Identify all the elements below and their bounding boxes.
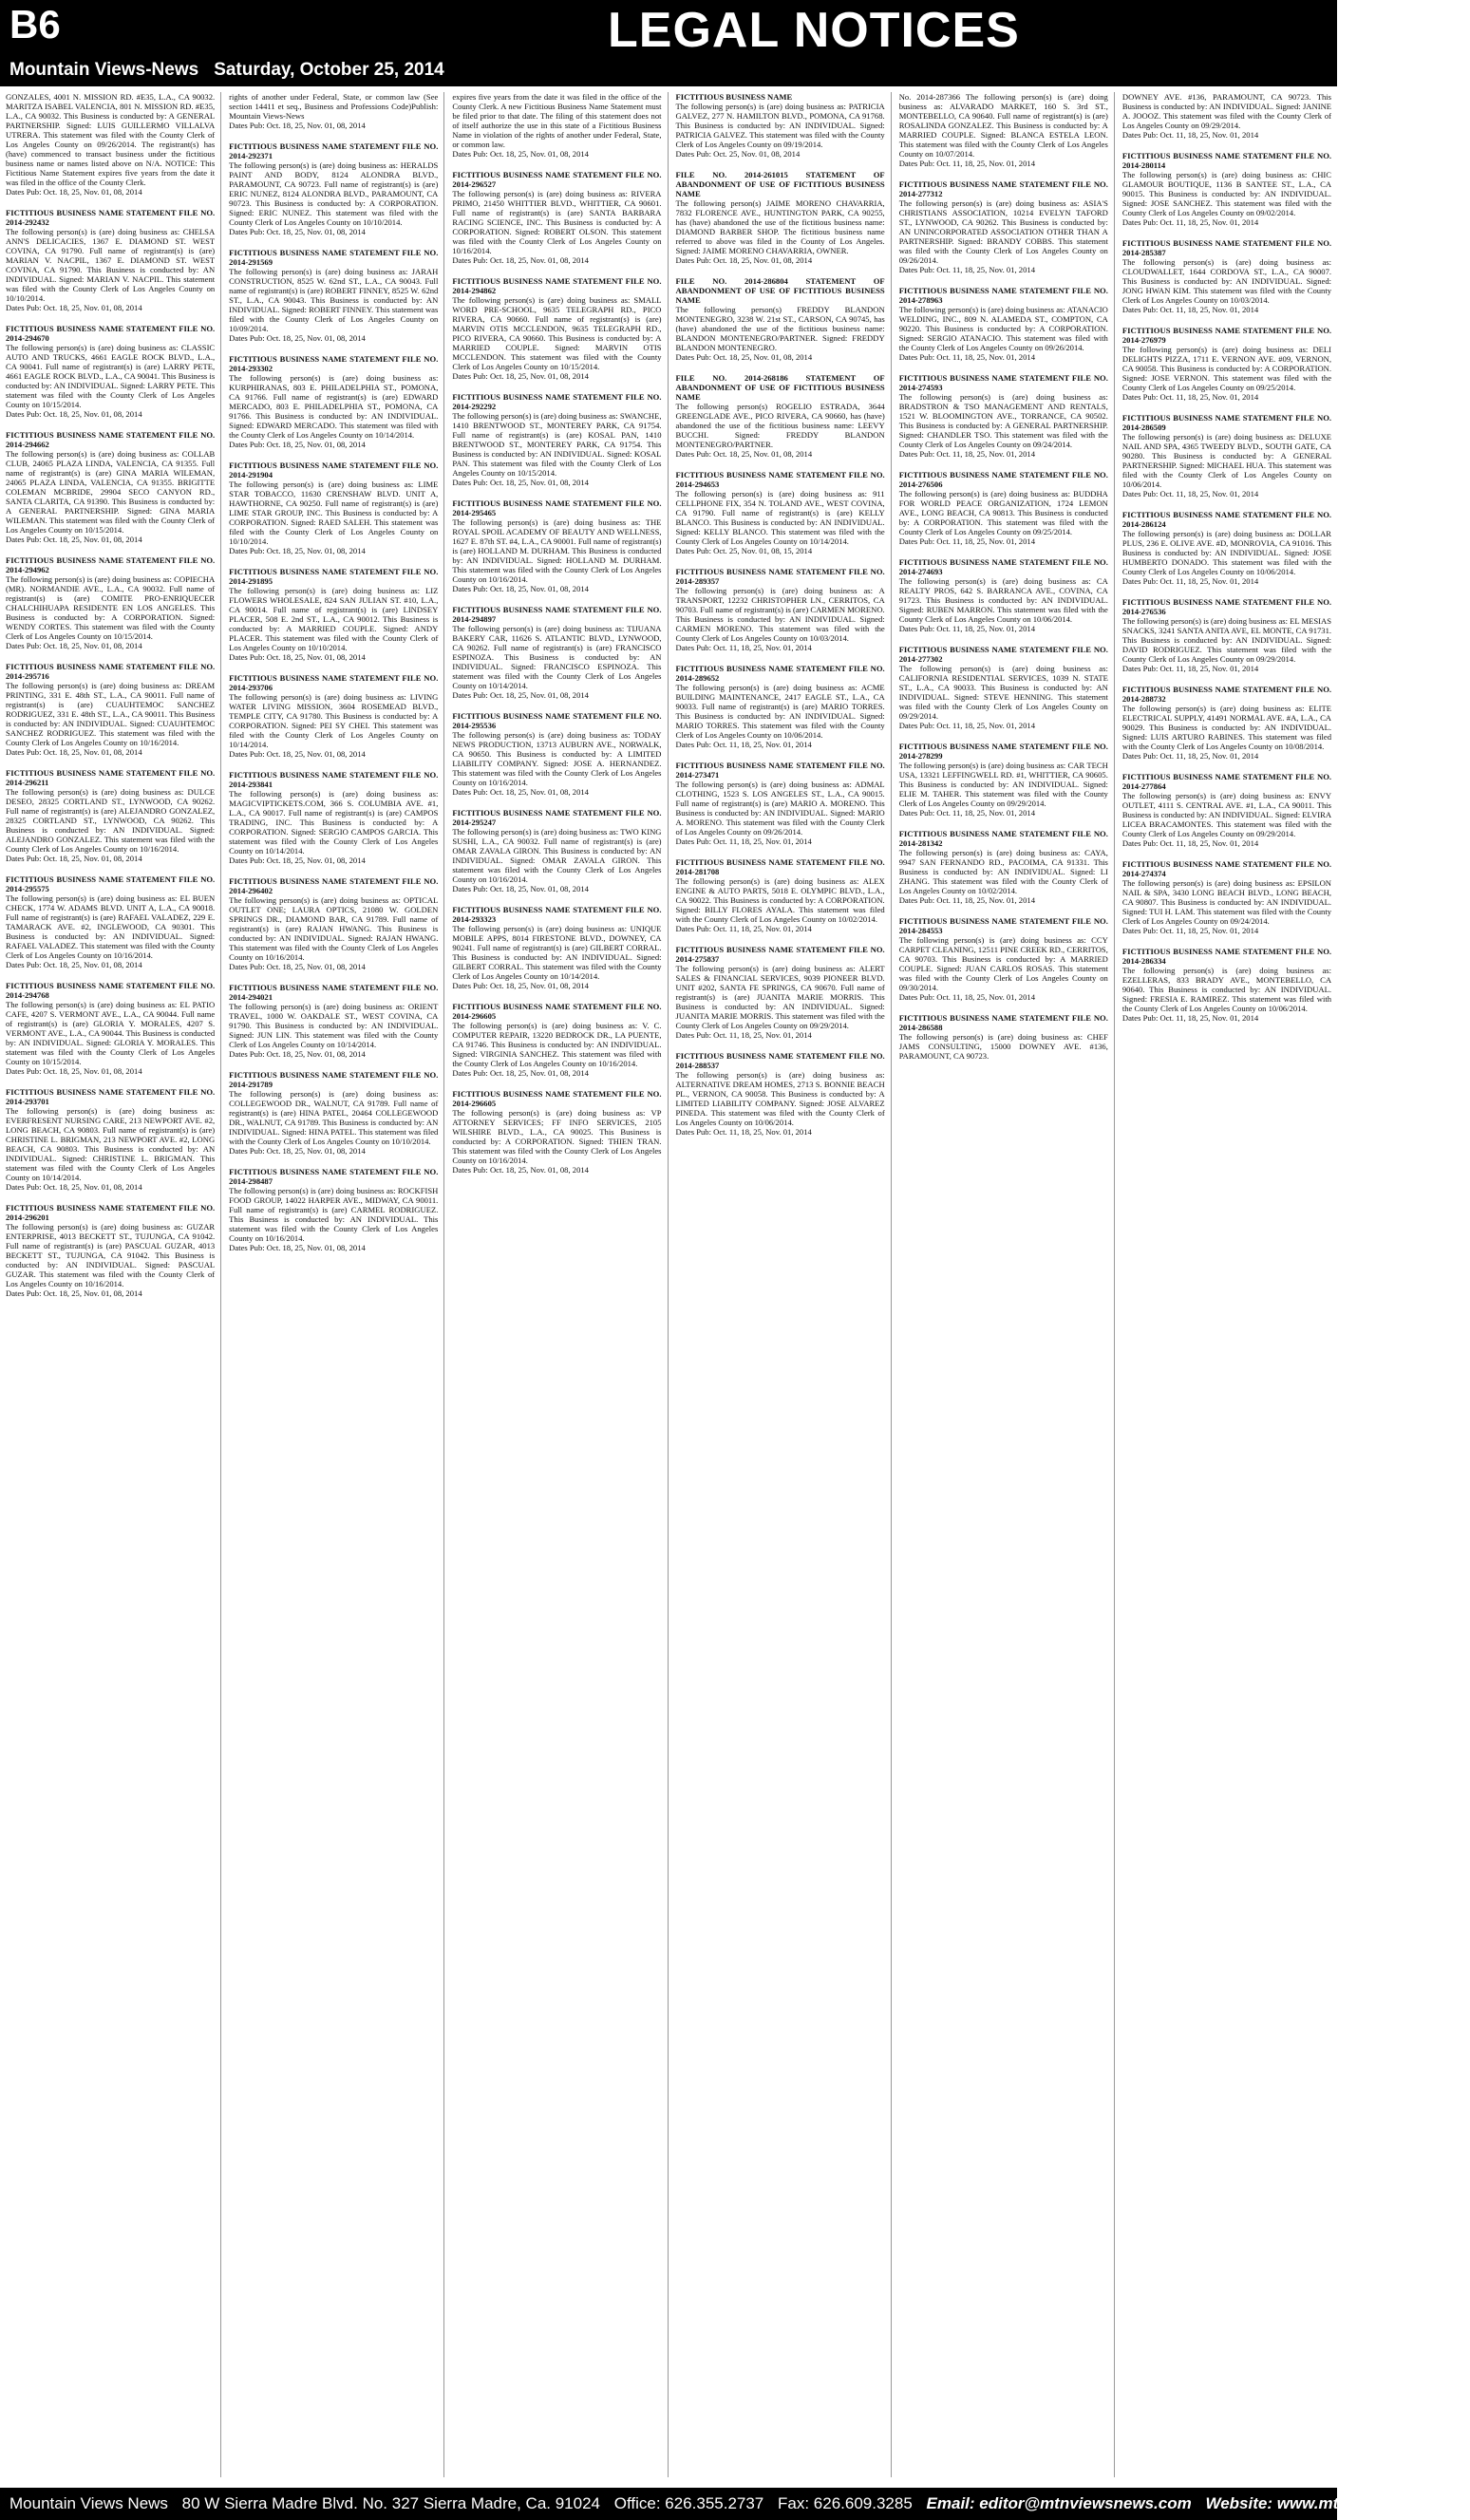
paper-name: Mountain Views-News [9,60,199,80]
notice-title: FICTITIOUS BUSINESS NAME STATEMENT FILE NO. 2014-286588 [898,1013,1108,1032]
notice-title: FICTITIOUS BUSINESS NAME STATEMENT FILE NO. 2014-294897 [452,605,662,624]
notice-publication-dates: Dates Pub: Oct. 11, 18, 25, Nov. 01, 2014 [898,536,1035,546]
notice-publication-dates: Dates Pub: Oct. 11, 18, 25, Nov. 01, 2014 [1121,926,1259,935]
legal-notice [1122,859,1331,935]
notice-body: The following person(s) is (are) doing business as: MAGICVIPTICKETS.COM, 366 S. COLUMBIA AVE. #1, L.A., CA 90017. Full name of registrant(s) is (are) CAMPOS TRADING, INC. This Business is conducted by: A CORPORATION. Signed: SERGIO CAMPOS GARCIA. This statement was filed with the County Clerk of Los Angeles County on 10/14/2014. [229,789,439,856]
notice-publication-dates: Dates Pub: Oct. 18, 25, Nov. 01, 08, 2014 [675,352,813,362]
column-4 [676,92,892,2477]
notice-publication-dates: Dates Pub: Oct. 18, 25, Nov. 01, 08, 2014 [6,1066,142,1076]
notice-body: The following person(s) is (are) doing business as: UNIQUE MOBILE APPS, 8014 FIRESTONE BLVD., DOWNEY, CA 90241. Full name of registrant(s) is (are) GILBERT CORRAL. This Business is conducted by: AN INDIVIDUAL. Signed: GILBERT CORRAL. This statement was filed with the County Clerk of Los Angeles County on 10/14/2014. [452,924,662,981]
legal-notice [1122,947,1331,1023]
notice-body: The following person(s) is (are) doing business as: LIME STAR TOBACCO, 11630 CRENSHAW BLVD. UNIT A, HAWTHORNE, CA 90250. Full name of registrant(s) is (are) LIME STAR GROUP, INC. This Business is conducted by: A CORPORATION. Signed: RAED SALEH. This statement was filed with the County Clerk of Los Angeles County on 10/10/2014. [229,480,439,546]
legal-notice [676,664,885,749]
notice-title: FICTITIOUS BUSINESS NAME STATEMENT FILE NO. 2014-289652 [675,664,885,683]
notice-title: FICTITIOUS BUSINESS NAME STATEMENT FILE NO. 2014-288537 [675,1051,885,1070]
legal-notice [899,916,1108,1002]
legal-notice [1122,413,1331,498]
notice-body: The following person(s) is (are) doing business as: GUZAR ENTERPRISE, 4013 BECKETT ST., TUJUNGA, CA 91042. Full name of registrant(s) is (are) PASCUAL GUZAR, 4013 BECKETT ST., TUJUNGA, CA 91042. This Business is conducted by: AN INDIVIDUAL. Signed: PASCUAL GUZAR. This statement was filed with the County Clerk of Los Angeles County on 10/16/2014. [6,1222,216,1288]
notice-publication-dates: Dates Pub: Oct. 18, 25, Nov. 01, 08, 2014 [229,121,366,130]
notice-title: FICTITIOUS BUSINESS NAME STATEMENT FILE NO. 2014-293841 [229,770,439,789]
notice-publication-dates: Dates Pub: Oct. 11, 18, 25, Nov. 01, 2014 [898,159,1035,168]
notice-publication-dates: Dates Pub: Oct. 18, 25, Nov. 01, 08, 2014 [452,149,589,159]
notice-publication-dates: Dates Pub: Oct. 18, 25, Nov. 01, 08, 2014 [6,1182,142,1192]
notice-body: The following person(s) is (are) doing business as: ORIENT TRAVEL, 1000 W. OAKDALE ST., WEST COVINA, CA 91790. This Business is conducted by: AN INDIVIDUAL. Signed: JUN LIN. This statement was filed with the County Clerk of Los Angeles County on 10/14/2014. [229,1002,439,1049]
notice-title: FICTITIOUS BUSINESS NAME STATEMENT FILE NO. 2014-277312 [898,179,1108,198]
notice-title: FICTITIOUS BUSINESS NAME STATEMENT FILE NO. 2014-292371 [229,141,439,160]
legal-notice [899,1013,1108,1061]
issue-date: Saturday, October 25, 2014 [214,60,444,80]
notice-title: FICTITIOUS BUSINESS NAME STATEMENT FILE NO. 2014-286509 [1121,413,1332,432]
notice-publication-dates: Dates Pub: Oct. 18, 25, Nov. 01, 08, 2014 [452,478,589,487]
notice-publication-dates: Dates Pub: Oct. 11, 18, 25, Nov. 01, 2014 [1121,305,1259,314]
notice-publication-dates: Dates Pub: Oct. 18, 25, Nov. 01, 08, 2014 [452,371,589,381]
notice-body: The following person(s) is (are) doing business as: RIVERA PRIMO, 21450 WHITTIER BLVD., WHITTIER, CA 90601. Full name of registrant(s) is (are) SANTA BARBARA RACING SCIENCE, INC. This Business is conducted by: A CORPORATION. Signed: ROBERT OLSON. This statement was filed with the County Clerk of Los Angeles County on 10/16/2014. [452,189,662,255]
notice-publication-dates: Dates Pub: Oct. 18, 25, Nov. 01, 08, 2014 [229,440,366,449]
notice-title: FICTITIOUS BUSINESS NAME STATEMENT FILE NO. 2014-294021 [229,983,439,1002]
notice-publication-dates: Dates Pub: Oct. 18, 25, Nov. 01, 08, 2014 [6,303,142,312]
legal-notice [229,354,438,449]
notice-publication-dates: Dates Pub: Oct. 11, 18, 25, Nov. 01, 2014 [898,992,1035,1002]
notice-title: FICTITIOUS BUSINESS NAME STATEMENT FILE NO. 2014-296201 [6,1203,216,1222]
notice-title: FICTITIOUS BUSINESS NAME STATEMENT FILE NO. 2014-292432 [6,208,216,227]
notice-body: The following person(s) is (are) doing business as: CAYA, 9947 SAN FERNANDO RD., PACOIMA, CA 91331. This Business is conducted by: AN INDIVIDUAL. Signed: LI ZHANG. This statement was filed with the County Clerk of Los Angeles County on 10/02/2014. [898,848,1108,895]
notice-publication-dates: Dates Pub: Oct. 18, 25, Nov. 01, 08, 2014 [229,1243,366,1252]
footer-bar [0,2488,1470,2520]
notice-publication-dates: Dates Pub: Oct. 18, 25, Nov. 01, 08, 2014 [229,1049,366,1059]
notice-body: The following person(s) is (are) doing business as: EL BUEN CHECK, 1774 W. ADAMS BLVD. UNIT A, L.A., CA 90018. Full name of registrant(s) is (are) RAFAEL VALADEZ, 229 E. TAMARACK AVE. #2, INGLEWOOD, CA 90301. This Business is conducted by: AN INDIVIDUAL. Signed: RAFAEL VALADEZ. This statement was filed with the County Clerk of Los Angeles County on 10/16/2014. [6,893,216,960]
notice-body: The following person(s) is (are) doing business as: CCY CARPET CLEANING, 12511 PINE CREEK RD., CERRITOS, CA 90703. This Business is conducted by: A MARRIED COUPLE. Signed: JUAN CARLOS ROSAS. This statement was filed with the County Clerk of Los Angeles County on 09/30/2014. [898,935,1108,992]
notice-title: FICTITIOUS BUSINESS NAME STATEMENT FILE NO. 2014-291895 [229,567,439,586]
legal-notice [452,498,661,593]
notice-body: The following person(s) is (are) doing business as: OPTICAL OUTLET ONE; LAURA OPTICS, 21080 W. GOLDEN SPRINGS DR., DIAMOND BAR, CA 91789. Full name of registrant(s) is (are) RAJAN HWANG. This Business is conducted by: AN INDIVIDUAL. Signed: RAJAN HWANG. This statement was filed with the County Clerk of Los Angeles County on 10/16/2014. [229,895,439,962]
notice-body: The following person(s) is (are) doing business as: CALIFORNIA RESIDENTIAL SERVICES, 1039 N. STATE ST., L.A., CA 90033. This Business is conducted by: AN INDIVIDUAL. Signed: STEVE HENNING. This statement was filed with the County Clerk of Los Angeles County on 09/29/2014. [898,664,1108,721]
legal-notice [899,557,1108,633]
column-6 [1122,92,1331,2477]
legal-notice [229,983,438,1059]
notice-title: FICTITIOUS BUSINESS NAME STATEMENT FILE NO. 2014-276536 [1121,597,1332,616]
legal-notice [899,829,1108,905]
legal-notice [6,768,215,863]
notice-body: The following person(s) is (are) doing business as: ALEX ENGINE & AUTO PARTS, 5018 E. OLYMPIC BLVD., L.A., CA 90022. This Business is conducted by: A CORPORATION. Signed: BILLY FLORES AYALA. This statement was filed with the County Clerk of Los Angeles County on 10/02/2014. [675,876,885,924]
notice-title: FICTITIOUS BUSINESS NAME STATEMENT FILE NO. 2014-294862 [452,276,662,295]
notice-title: FICTITIOUS BUSINESS NAME STATEMENT FILE NO. 2014-298487 [229,1167,439,1186]
notice-body: The following person(s) is (are) doing business as: VP ATTORNEY SERVICES; FF INFO SERVICES, 2105 WILSHIRE BLVD., L.A., CA 90025. This Business is conducted by: A CORPORATION. Signed: THIEN TRAN. This statement was filed with the County Clerk of Los Angeles County on 10/16/2014. [452,1108,662,1165]
notice-title: FICTITIOUS BUSINESS NAME STATEMENT FILE NO. 2014-292292 [452,392,662,411]
notice-title: FICTITIOUS BUSINESS NAME [675,92,793,102]
legal-notice [1122,510,1331,586]
notice-publication-dates: Dates Pub: Oct. 11, 18, 25, Nov. 01, 2014 [675,1127,812,1137]
notice-body: The following person(s) is (are) doing business as: EVERFRESENT NURSING CARE, 213 NEWPORT AVE. #2, LONG BEACH, CA 90803. Full name of registrant(s) is (are) CHRISTINE L. BRIGMAN, 213 NEWPORT AVE. #2, LONG BEACH, CA 90803. This Business is conducted by: AN INDIVIDUAL. Signed: CHRISTINE L. BRIGMAN. This statement was filed with the County Clerk of Los Angeles County on 10/14/2014. [6,1106,216,1182]
notice-title: FICTITIOUS BUSINESS NAME STATEMENT FILE NO. 2014-274693 [898,557,1108,576]
notice-publication-dates: Dates Pub: Oct. 18, 25, Nov. 01, 08, 2014 [229,546,366,555]
notice-body: The following person(s) is (are) doing business as: ASIA'S CHRISTIANS ASSOCIATION, 10214 EVELYN TAFORD ST., LYNWOOD, CA 90262. This Business is conducted by: AN UNINCORPORATED ASSOCIATION OTHER THAN A PARTNERSHIP. Signed: BRANDY COBBS. This statement was filed with the County Clerk of Los Angeles County on 09/26/2014. [898,198,1108,265]
notice-body: The following person(s) is (are) doing business as: TODAY NEWS PRODUCTION, 13713 AUBURN AVE., NORWALK, CA 90650. This Business is conducted by: A LIMITED LIABILITY COMPANY. Signed: JOSE A. HERNANDEZ. This statement was filed with the County Clerk of Los Angeles County on 10/16/2014. [452,730,662,787]
notice-title: FICTITIOUS BUSINESS NAME STATEMENT FILE NO. 2014-274593 [898,373,1108,392]
legal-notice [676,276,885,362]
notice-title: FICTITIOUS BUSINESS NAME STATEMENT FILE NO. 2014-295575 [6,874,216,893]
notice-body: The following person(s) is (are) doing business as: EZELLERAS, 833 BRADY AVE., MONTEBELLO, CA 90640. This Business is conducted by: AN INDIVIDUAL. Signed: FRESIA E. RAMIREZ. This statement was filed with the County Clerk of Los Angeles County on 10/06/2014. [1121,966,1332,1013]
notice-title: FICTITIOUS BUSINESS NAME STATEMENT FILE NO. 2014-296527 [452,170,662,189]
legal-notice [229,141,438,236]
notice-body: The following person(s) is (are) doing business as: ALERT SALES & FINANCIAL SERVICES, 9039 PIONEER BLVD. UNIT #202, SANTA FE SPRINGS, CA 90670. Full name of registrant(s) is (are) JUANITA MARIE MORRIS. This Business is conducted by: AN INDIVIDUAL. Signed: JUANITA MARIE MORRIS. This statement was filed with the County Clerk of Los Angeles County on 09/29/2014. [675,964,885,1030]
notice-body: The following person(s) is (are) doing business as: PATRICIA GALVEZ, 277 N. HAMILTON BLVD., POMONA, CA 91768. This Business is conducted by: AN INDIVIDUAL. Signed: PATRICIA GALVEZ. This statement was filed with the County Clerk of Los Angeles County on 09/19/2014. [675,102,885,149]
notice-body: The following person(s) is (are) doing business as: DELUXE NAIL AND SPA, 4365 TWEEDY BLVD., SOUTH GATE, CA 90280. This Business is conducted by: A GENERAL PARTNERSHIP. Signed: MICHAEL HUA. This statement was filed with the County Clerk of Los Angeles County on 10/06/2014. [1121,432,1332,489]
notice-publication-dates: Dates Pub: Oct. 18, 25, Nov. 01, 08, 2014 [229,749,366,759]
legal-notice [452,392,661,487]
notice-publication-dates: Dates Pub: Oct. 18, 25, Nov. 01, 08, 2014 [229,227,366,236]
notice-publication-dates: Dates Pub: Oct. 18, 25, Nov. 01, 08, 2014 [6,409,142,419]
notice-publication-dates: Dates Pub: Oct. 11, 18, 25, Nov. 01, 2014 [1121,576,1259,586]
notice-body: The following person(s) is (are) doing business as: LIZ FLOWERS WHOLESALE, 824 SAN JULIAN ST. #10, L.A., CA 90014. Full name of registrant(s) is (are) LINDSEY PLACER, 508 E. 2nd ST., L.A., CA 90012. This Business is conducted by: A MARRIED COUPLE. Signed: ANDY PLACER. This statement was filed with the County Clerk of Los Angeles County on 10/10/2014. [229,586,439,652]
notice-publication-dates: Dates Pub: Oct. 18, 25, Nov. 01, 08, 2014 [229,962,366,971]
notice-title: FICTITIOUS BUSINESS NAME STATEMENT FILE NO. 2014-286334 [1121,947,1332,966]
notice-body: The following person(s) is (are) doing business as: CHIC GLAMOUR BOUTIQUE, 1136 B SANTEE ST., L.A., CA 90015. This Business is conducted by: AN INDIVIDUAL. Signed: JOSE SANCHEZ. This statement was filed with the County Clerk of Los Angeles County on 09/02/2014. [1121,170,1332,217]
notice-title: FILE NO. 2014-261015 STATEMENT OF ABANDONMENT OF USE OF FICTITIOUS BUSINESS NAME [675,170,885,198]
notice-publication-dates: Dates Pub: Oct. 11, 18, 25, Nov. 01, 2014 [1121,217,1259,227]
notice-body: The following person(s) is (are) doing business as: ATANACIO WELDING, INC., 809 N. ALAMEDA ST., COMPTON, CA 90220. This Business is conducted by: A CORPORATION. Signed: SERGIO ATANACIO. This statement was filed with the County Clerk of Los Angeles County on 09/26/2014. [898,305,1108,352]
notice-body: The following person(s) is (are) doing business as: A TRANSPORT, 12232 CHRISTOPHER LN., CERRITOS, CA 90703. Full name of registrant(s) is (are) CARMEN MORENO. This Business is conducted by: AN INDIVIDUAL. Signed: CARMEN MORENO. This statement was filed with the County Clerk of Los Angeles County on 10/03/2014. [675,586,885,643]
legal-notice [229,1167,438,1252]
notice-publication-dates: Dates Pub: Oct. 18, 25, Nov. 01, 08, 2014 [452,255,589,265]
notice-title: FICTITIOUS BUSINESS NAME STATEMENT FILE NO. 2014-294653 [675,470,885,489]
legal-notice [899,92,1108,168]
notice-publication-dates: Dates Pub: Oct. 18, 25, Nov. 01, 08, 2014 [6,747,142,757]
notice-body: The following person(s) is (are) doing business as: CHEF JAMS CONSULTING, 15000 DOWNEY AVE. #136, PARAMOUNT, CA 90723. [898,1032,1108,1061]
notice-title: FICTITIOUS BUSINESS NAME STATEMENT FILE NO. 2014-289357 [675,567,885,586]
legal-notice [6,662,215,757]
notice-publication-dates: Dates Pub: Oct. 11, 18, 25, Nov. 01, 2014 [1121,392,1259,402]
notice-title: FICTITIOUS BUSINESS NAME STATEMENT FILE NO. 2014-288732 [1121,685,1332,704]
notice-title: FICTITIOUS BUSINESS NAME STATEMENT FILE NO. 2014-294670 [6,324,216,343]
legal-notice [452,711,661,797]
notice-publication-dates: Dates Pub: Oct. 18, 25, Nov. 01, 08, 2014 [452,787,589,797]
legal-notice [6,324,215,419]
legal-notice [1122,92,1331,140]
notice-body: The following person(s) is (are) doing business as: COLLEGEWOOD DR., WALNUT, CA 91789. Full name of registrant(s) is (are) HINA PATEL, 20464 COLLEGEWOOD DR., WALNUT, CA 91789. This Business is conducted by: AN INDIVIDUAL. Signed: HINA PATEL. This statement was filed with the County Clerk of Los Angeles County on 10/10/2014. [229,1089,439,1146]
notice-title: FICTITIOUS BUSINESS NAME STATEMENT FILE NO. 2014-294662 [6,430,216,449]
notice-body: The following person(s) ROGELIO ESTRADA, 3644 GREENGLADE AVE., PICO RIVERA, CA 90660, has (have) abandoned the use of the fictitious business name: LEEVY BUCCHI. Signed: FREDDY BLANDON MONTENEGRO/PARTNER. [675,402,885,449]
legal-notice [676,567,885,652]
notice-publication-dates: Dates Pub: Oct. 11, 18, 25, Nov. 01, 2014 [898,808,1035,818]
footer-address: 80 W Sierra Madre Blvd. No. 327 Sierra Madre, Ca. 91024 [181,2494,600,2512]
notice-title: FICTITIOUS BUSINESS NAME STATEMENT FILE NO. 2014-291569 [229,248,439,267]
notice-title: FICTITIOUS BUSINESS NAME STATEMENT FILE NO. 2014-286124 [1121,510,1332,529]
notice-body: The following person(s) is (are) doing business as: BUDDHA FOR WORLD PEACE ORGANIZATION, 1724 LEMON AVE., LONG BEACH, CA 90813. This Business is conducted by: A CORPORATION. This statement was filed with the County Clerk of Los Angeles County on 09/25/2014. [898,489,1108,536]
notice-title: FILE NO. 2014-286804 STATEMENT OF ABANDONMENT OF USE OF FICTITIOUS BUSINESS NAME [675,276,885,305]
notice-publication-dates: Dates Pub: Oct. 18, 25, Nov. 01, 08, 2014 [452,1068,589,1078]
notice-title: FICTITIOUS BUSINESS NAME STATEMENT FILE NO. 2014-276979 [1121,326,1332,345]
notice-title: FICTITIOUS BUSINESS NAME STATEMENT FILE NO. 2014-291904 [229,461,439,480]
notice-body: No. 2014-287366 The following person(s) is (are) doing business as: ALVARADO MARKET, 160 S. 3rd ST., MONTEBELLO, CA 90640. Full name of registrant(s) is (are) ROSALINDA GONZALEZ. This Business is conducted by: A MARRIED COUPLE. Signed: BLANCA ESTELA LEON. This statement was filed with the County Clerk of Los Angeles County on 10/07/2014. [898,92,1108,159]
notice-publication-dates: Dates Pub: Oct. 18, 25, Nov. 01, 08, 2014 [229,333,366,343]
notice-title: FICTITIOUS BUSINESS NAME STATEMENT FILE NO. 2014-285387 [1121,238,1332,257]
notice-title: FICTITIOUS BUSINESS NAME STATEMENT FILE NO. 2014-296605 [452,1002,662,1021]
footer-paper-name: Mountain Views News [9,2494,168,2512]
notice-body: The following person(s) is (are) doing business as: ALTERNATIVE DREAM HOMES, 2713 S. BONNIE BEACH PL., VERNON, CA 90058. This Business is conducted by: A LIMITED LIABILITY COMPANY. Signed: JOSE ALVAREZ PINEDA. This statement was filed with the County Clerk of Los Angeles County on 10/06/2014. [675,1070,885,1127]
notice-body: The following person(s) is (are) doing business as: TIJUANA BAKERY CAR, 11626 S. ATLANTIC BLVD., LYNWOOD, CA 90262. Full name of registrant(s) is (are) FRANCISCO ESPINOZA. This Business is conducted by: AN INDIVIDUAL. Signed: FRANCISCO ESPINOZA. This statement was filed with the County Clerk of Los Angeles County on 10/14/2014. [452,624,662,690]
notice-publication-dates: Dates Pub: Oct. 11, 18, 25, Nov. 01, 2014 [675,837,812,846]
legal-notice [676,761,885,846]
notice-body: DOWNEY AVE. #136, PARAMOUNT, CA 90723. This Business is conducted by: AN INDIVIDUAL. Signed: JANINE A. JOOOZ. This statement was filed with the County Clerk of Los Angeles County on 09/29/2014. [1121,92,1332,130]
notice-columns [6,92,1331,2477]
legal-notice [1122,685,1331,761]
notice-title: FICTITIOUS BUSINESS NAME STATEMENT FILE NO. 2014-296605 [452,1089,662,1108]
section-title: LEGAL NOTICES [608,3,1020,58]
notice-publication-dates: Dates Pub: Oct. 18, 25, Nov. 01, 08, 2014 [452,690,589,700]
notice-body: The following person(s) is (are) doing business as: TWO KING SUSHI, L.A., CA 90032. Full name of registrant(s) is (are) OMAR ZAVALA GIRON. This Business is conducted by: AN INDIVIDUAL. Signed: OMAR ZAVALA GIRON. This statement was filed with the County Clerk of Los Angeles County on 10/16/2014. [452,827,662,884]
notice-publication-dates: Dates Pub: Oct. 11, 18, 25, Nov. 01, 2014 [1121,130,1259,140]
legal-notice [899,742,1108,818]
legal-notice [229,770,438,865]
legal-notice [6,874,215,969]
notice-body: The following person(s) is (are) doing business as: HERALDS PAINT AND BODY, 8124 ALONDRA BLVD., PARAMOUNT, CA 90723. Full name of registrant(s) is (are) ERIC NUNEZ, 8124 ALONDRA BLVD., PARAMOUNT, CA 90723. This Business is conducted by: A CORPORATION. Signed: ERIC NUNEZ. This statement was filed with the County Clerk of Los Angeles County on 10/10/2014. [229,160,439,227]
legal-notice [899,373,1108,459]
legal-notice [6,92,215,197]
notice-title: FICTITIOUS BUSINESS NAME STATEMENT FILE NO. 2014-293701 [6,1087,216,1106]
notice-publication-dates: Dates Pub: Oct. 18, 25, Nov. 01, 08, 2014 [452,981,589,990]
legal-notice [229,248,438,343]
legal-notice [452,92,661,159]
notice-publication-dates: Dates Pub: Oct. 18, 25, Nov. 01, 08, 2014 [452,1165,589,1175]
notice-publication-dates: Dates Pub: Oct. 11, 18, 25, Nov. 01, 2014 [1121,751,1259,761]
legal-notice [899,470,1108,546]
notice-body: The following person(s) is (are) doing business as: EL PATIO CAFE, 4207 S. VERMONT AVE., L.A., CA 90044. Full name of registrant(s) is (are) GLORIA Y. MORALES, 4207 S. VERMONT AVE., L.A., CA 90044. This Business is conducted by: AN INDIVIDUAL. Signed: GLORIA Y. MORALES. This statement was filed with the County Clerk of Los Angeles County on 10/15/2014. [6,1000,216,1066]
legal-notice [229,1070,438,1156]
notice-publication-dates: Dates Pub: Oct. 18, 25, Nov. 01, 08, 2014 [6,854,142,863]
legal-notice [6,555,215,650]
legal-notice [452,905,661,990]
notice-title: FICTITIOUS BUSINESS NAME STATEMENT FILE NO. 2014-291789 [229,1070,439,1089]
notice-body: The following person(s) is (are) doing business as: EL MESIAS SNACKS, 3241 SANTA ANITA AVE, EL MONTE, CA 91731. This Business is conducted by: AN INDIVIDUAL. Signed: DAVID RODRIGUEZ. This statement was filed with the County Clerk of Los Angeles County on 09/29/2014. [1121,616,1332,664]
notice-publication-dates: Dates Pub: Oct. 11, 18, 25, Nov. 01, 2014 [1121,664,1259,673]
legal-notice [676,945,885,1040]
notice-body: The following person(s) is (are) doing business as: KURPHIRANAS, 803 E. PHILADELPHIA ST., POMONA, CA 91766. Full name of registrant(s) is (are) EDWARD MERCADO, 803 E. PHILADELPHIA ST., POMONA, CA 91766. This Business is conducted by: AN INDIVIDUAL. Signed: EDWARD MERCADO. This statement was filed with the County Clerk of Los Angeles County on 10/14/2014. [229,373,439,440]
notice-body: The following person(s) JAIME MORENO CHAVARRIA, 7832 FLORENCE AVE., HUNTINGTON PARK, CA 90255, has (have) abandoned the use of the fictitious business name: DIAMOND BARBER SHOP. The fictitious business name referred to above was filed in the County of Los Angeles. Signed: JAIME MORENO CHAVARRIA, OWNER. [675,198,885,255]
notice-body: The following person(s) is (are) doing business as: CLOUDWALLET, 1644 CORDOVA ST., L.A., CA 90007. This Business is conducted by: AN INDIVIDUAL. Signed: JONG HWAN KIM. This statement was filed with the County Clerk of Los Angeles County on 10/03/2014. [1121,257,1332,305]
legal-notice [452,276,661,381]
masthead-subhead [9,60,444,81]
legal-notice [899,645,1108,730]
notice-publication-dates: Dates Pub: Oct. 18, 25, Nov. 01, 08, 2014 [452,884,589,893]
notice-publication-dates: Dates Pub: Oct. 18, 25, Nov. 01, 08, 2014 [675,449,813,459]
notice-publication-dates: Dates Pub: Oct. 18, 25, Nov. 01, 08, 2014 [6,1288,142,1298]
legal-notice [676,373,885,459]
notice-title: FICTITIOUS BUSINESS NAME STATEMENT FILE NO. 2014-296402 [229,876,439,895]
notice-body: The following person(s) is (are) doing business as: EPSILON NAIL & SPA, 3430 LONG BEACH BLVD., LONG BEACH, CA 90807. This Business is conducted by: AN INDIVIDUAL. Signed: TUI H. LAM. This statement was filed with the County Clerk of Los Angeles County on 09/24/2014. [1121,878,1332,926]
notice-title: FICTITIOUS BUSINESS NAME STATEMENT FILE NO. 2014-295247 [452,808,662,827]
footer-office-phone: Office: 626.355.2737 [613,2494,764,2512]
legal-notice [6,981,215,1076]
notice-publication-dates: Dates Pub: Oct. 18, 25, Nov. 01, 08, 2014 [229,856,366,865]
notice-title: FICTITIOUS BUSINESS NAME STATEMENT FILE NO. 2014-275837 [675,945,885,964]
legal-notice [452,170,661,265]
footer-email: Email: editor@mtnviewsnews.com [926,2494,1192,2512]
notice-publication-dates: Dates Pub: Oct. 18, 25, Nov. 01, 08, 2014 [452,584,589,593]
notice-body: The following person(s) is (are) doing business as: DELI DELIGHTS PIZZA, 1711 E. VERNON AVE. #09, VERNON, CA 90058. This Business is conducted by: A CORPORATION. Signed: JOSE VERNON. This statement was filed with the County Clerk of Los Angeles County on 09/25/2014. [1121,345,1332,392]
notice-publication-dates: Dates Pub: Oct. 11, 18, 25, Nov. 01, 2014 [675,643,812,652]
notice-body: The following person(s) is (are) doing business as: 911 CELLPHONE FIX, 354 N. TOLAND AVE., WEST COVINA, CA 91790. Full name of registrant(s) is (are) KELLY BLANCO. This Business is conducted by: AN INDIVIDUAL. Signed: KELLY BLANCO. This statement was filed with the County Clerk of Los Angeles County on 10/14/2014. [675,489,885,546]
legal-notice [676,1051,885,1137]
legal-notice [229,567,438,662]
notice-publication-dates: Dates Pub: Oct. 18, 25, Nov. 01, 08, 2014 [6,535,142,544]
page-number: B6 [9,2,61,47]
notice-publication-dates: Dates Pub: Oct. 11, 18, 25, Nov. 01, 2014 [675,924,812,933]
notice-title: FICTITIOUS BUSINESS NAME STATEMENT FILE NO. 2014-278299 [898,742,1108,761]
notice-title: FICTITIOUS BUSINESS NAME STATEMENT FILE NO. 2014-281342 [898,829,1108,848]
notice-body: The following person(s) is (are) doing business as: DREAM PRINTING, 331 E. 48th ST., L.A., CA 90011. Full name of registrant(s) is (are) CUAUHTEMOC SANCHEZ RODRIGUEZ, 331 E. 48th ST., L.A., CA 90011. This Business is conducted by: AN INDIVIDUAL. Signed: CUAUHTEMOC SANCHEZ RODRIGUEZ. This statement was filed with the County Clerk of Los Angeles County on 10/16/2014. [6,681,216,747]
notice-title: FICTITIOUS BUSINESS NAME STATEMENT FILE NO. 2014-274374 [1121,859,1332,878]
notice-body: The following person(s) is (are) doing business as: DOLLAR PLUS, 236 E. OLIVE AVE. #D, MONROVIA, CA 91016. This Business is conducted by: AN INDIVIDUAL. Signed: JOSE HUMBERTO DONADO. This statement was filed with the County Clerk of Los Angeles County on 10/06/2014. [1121,529,1332,576]
notice-body: The following person(s) is (are) doing business as: ACME BUILDING MAINTENANCE, 2417 EAGLE ST., L.A., CA 90033. Full name of registrant(s) is (are) MARIO TORRES. This Business is conducted by: AN INDIVIDUAL. Signed: MARIO TORRES. This statement was filed with the County Clerk of Los Angeles County on 10/06/2014. [675,683,885,740]
notice-publication-dates: Dates Pub: Oct. 11, 18, 25, Nov. 01, 2014 [898,265,1035,274]
notice-publication-dates: Dates Pub: Oct. 11, 18, 25, Nov. 01, 2014 [1121,1013,1259,1023]
notice-body: The following person(s) is (are) doing business as: ADMAL CLOTHING, 1523 S. LOS ANGELES ST., L.A., CA 90015. Full name of registrant(s) is (are) MARIO A. MORENO. This Business is conducted by: AN INDIVIDUAL. Signed: MARIO A. MORENO. This statement was filed with the County Clerk of Los Angeles County on 09/26/2014. [675,780,885,837]
column-5 [899,92,1115,2477]
notice-body: The following person(s) is (are) doing business as: DULCE DESEO, 28325 CORTLAND ST., LYNWOOD, CA 90262. Full name of registrant(s) is (are) ALEJANDRO GONZALEZ, 28325 CORTLAND ST., LYNWOOD, CA 90262. This Business is conducted by: AN INDIVIDUAL. Signed: ALEJANDRO GONZALEZ. This statement was filed with the County Clerk of Los Angeles County on 10/16/2014. [6,787,216,854]
notice-publication-dates: Dates Pub: Oct. 11, 18, 25, Nov. 01, 2014 [898,895,1035,905]
notice-body: The following person(s) is (are) doing business as: CA REALTY PROS, 642 S. BARRANCA AVE., COVINA, CA 91723. This Business is conducted by: AN INDIVIDUAL. Signed: RUBEN MARRON. This statement was filed with the County Clerk of Los Angeles County on 10/06/2014. [898,576,1108,624]
legal-notice [1122,597,1331,673]
notice-title: FICTITIOUS BUSINESS NAME STATEMENT FILE NO. 2014-295536 [452,711,662,730]
legal-notice [676,92,885,159]
notice-publication-dates: Dates Pub: Oct. 18, 25, Nov. 01, 08, 2014 [229,652,366,662]
notice-title: FICTITIOUS BUSINESS NAME STATEMENT FILE NO. 2014-276506 [898,470,1108,489]
notice-publication-dates: Dates Pub: Oct. 18, 25, Nov. 01, 08, 2014 [6,187,142,197]
notice-body: The following person(s) is (are) doing business as: ROCKFISH FOOD GROUP, 14022 HARPER AVE., MIDWAY, CA 90011. Full name of registrant(s) is (are) CARMEL RODRIGUEZ. This Business is conducted by: AN INDIVIDUAL. This statement was filed with the County Clerk of Los Angeles County on 10/16/2014. [229,1186,439,1243]
notice-title: FICTITIOUS BUSINESS NAME STATEMENT FILE NO. 2014-280114 [1121,151,1332,170]
notice-body: The following person(s) is (are) doing business as: COPIECHA (MR). NORMANDIE AVE., L.A., CA 90032. Full name of registrant(s) is (are) COMITE PRO-ENRIQUECER CHALCHIHUAPA RESIDENTE EN LOS ANGELES. This Business is conducted by: A CORPORATION. Signed: WENDY CORTES. This statement was filed with the County Clerk of Los Angeles County on 10/15/2014. [6,574,216,641]
notice-title: FICTITIOUS BUSINESS NAME STATEMENT FILE NO. 2014-293302 [229,354,439,373]
legal-notice [899,286,1108,362]
legal-notice [229,92,438,130]
column-3 [452,92,668,2477]
masthead [0,0,1337,86]
notice-title: FICTITIOUS BUSINESS NAME STATEMENT FILE NO. 2014-293323 [452,905,662,924]
legal-notice [6,430,215,544]
notice-body: The following person(s) is (are) doing business as: SMALL WORD PRE-SCHOOL, 9635 TELEGRAPH RD., PICO RIVERA, CA 90660. Full name of registrant(s) is (are) MARVIN OTIS MCCLENDON, 9635 TELEGRAPH RD., PICO RIVERA, CA 90660. This Business is conducted by: A MARRIED COUPLE. Signed: MARVIN OTIS MCCLENDON. This statement was filed with the County Clerk of Los Angeles County on 10/15/2014. [452,295,662,371]
notice-body: The following person(s) is (are) doing business as: COLLAB CLUB, 24065 PLAZA LINDA, VALENCIA, CA 91355. Full name of registrant(s) is (are) GINA MARIA WILEMAN, 24065 PLAZA LINDA, VALENCIA, CA 91355. BRIGITTE COLEMAN MCBRIDE, 29904 SECO CANYON RD., SANTA CLARITA, CA 91390. This Business is conducted by: A GENERAL PARTNERSHIP. Signed: GINA MARIA WILEMAN. This statement was filed with the County Clerk of Los Angeles County on 10/15/2014. [6,449,216,535]
legal-notice [1122,326,1331,402]
notice-title: FICTITIOUS BUSINESS NAME STATEMENT FILE NO. 2014-294768 [6,981,216,1000]
notice-body: The following person(s) is (are) doing business as: CLASSIC AUTO AND TRUCKS, 4661 EAGLE ROCK BLVD., L.A., CA 90041. Full name of registrant(s) is (are) LARRY PETE, 4661 EAGLE ROCK BLVD., L.A., CA 90041. This Business is conducted by: AN INDIVIDUAL. Signed: LARRY PETE. This statement was filed with the County Clerk of Los Angeles County on 10/15/2014. [6,343,216,409]
legal-notice [1122,151,1331,227]
legal-notice [6,1087,215,1192]
notice-title: FICTITIOUS BUSINESS NAME STATEMENT FILE NO. 2014-277302 [898,645,1108,664]
notice-body: The following person(s) is (are) doing business as: V. C. COMPUTER REPAIR, 13220 BEDROCK DR., LA PUENTE, CA 91746. This Business is conducted by: AN INDIVIDUAL. Signed: VIRGINIA SANCHEZ. This statement was filed with the County Clerk of Los Angeles County on 10/16/2014. [452,1021,662,1068]
notice-publication-dates: Dates Pub: Oct. 18, 25, Nov. 01, 08, 2014 [6,960,142,969]
notice-body: The following person(s) is (are) doing business as: CAR TECH USA, 13321 LEFFINGWELL RD. #1, WHITTIER, CA 90605. This Business is conducted by: AN INDIVIDUAL. Signed: ELIE M. TAHER. This statement was filed with the County Clerk of Los Angeles County on 09/29/2014. [898,761,1108,808]
legal-notice [1122,772,1331,848]
legal-notice [229,673,438,759]
legal-notice [452,1089,661,1175]
notice-title: FICTITIOUS BUSINESS NAME STATEMENT FILE NO. 2014-295716 [6,662,216,681]
legal-notice [676,470,885,555]
notice-body: The following person(s) is (are) doing business as: LIVING WATER LIVING MISSION, 3604 ROSEMEAD BLVD., TEMPLE CITY, CA 91780. This Business is conducted by: A CORPORATION. Signed: PEI SY CHEI. This statement was filed with the County Clerk of Los Angeles County on 10/14/2014. [229,692,439,749]
legal-notice [1122,238,1331,314]
notice-title: FICTITIOUS BUSINESS NAME STATEMENT FILE NO. 2014-294962 [6,555,216,574]
notice-publication-dates: Dates Pub: Oct. 11, 18, 25, Nov. 01, 2014 [1121,489,1259,498]
legal-notice [229,876,438,971]
notice-body: The following person(s) is (are) doing business as: CHELSA ANN'S DELICACIES, 1367 E. DIAMOND ST. WEST COVINA, CA 91790. Full name of registrant(s) is (are) MARIAN V. NACPIL, 1367 E. DIAMOND ST. WEST COVINA, CA 91790. This Business is conducted by: AN INDIVIDUAL. Signed: MARIAN V. NACPIL. This statement was filed with the County Clerk of Los Angeles County on 10/10/2014. [6,227,216,303]
notice-title: FICTITIOUS BUSINESS NAME STATEMENT FILE NO. 2014-277864 [1121,772,1332,791]
notice-publication-dates: Dates Pub: Oct. 18, 25, Nov. 01, 08, 2014 [675,255,813,265]
notice-publication-dates: Dates Pub: Oct. 11, 18, 25, Nov. 01, 2014 [1121,838,1259,848]
legal-notice [6,208,215,312]
notice-publication-dates: Dates Pub: Oct. 11, 18, 25, Nov. 01, 2014 [898,449,1035,459]
legal-notice [452,808,661,893]
legal-notice [229,461,438,555]
footer-website: Website: www.mtnviewsnews.com [1205,2494,1470,2512]
notice-body: GONZALES, 4001 N. MISSION RD. #E35, L.A., CA 90032. MARITZA ISABEL VALENCIA, 801 N. MISSION RD. #E35, L.A., CA 90032. This Business is conducted by: A GENERAL PARTNERSHIP. Signed: LUIS GUILLERMO VILLALVA UTRERA. This statement was filed with the County Clerk of Los Angeles County on 09/26/2014. The registrant(s) has (have) commenced to transact business under the fictitious business name or names listed above on N/A. NOTICE: This Fictitious Name Statement expires five years from the date it was filed in the office of the County Clerk. [6,92,216,187]
notice-body: The following person(s) is (are) doing business as: SWANCHE, 1410 BRENTWOOD ST., MONTEREY PARK, CA 91754. Full name of registrant(s) is (are) KOSAL PAN, 1410 BRENTWOOD ST., MONTEREY PARK, CA 91754. This Business is conducted by: AN INDIVIDUAL. Signed: KOSAL PAN. This statement was filed with the County Clerk of Los Angeles County on 10/15/2014. [452,411,662,478]
notice-title: FICTITIOUS BUSINESS NAME STATEMENT FILE NO. 2014-278963 [898,286,1108,305]
notice-title: FICTITIOUS BUSINESS NAME STATEMENT FILE NO. 2014-273471 [675,761,885,780]
notice-body: expires five years from the date it was filed in the office of the County Clerk. A new Fictitious Business Name Statement must be filed prior to that date. The filing of this statement does not of itself authorize the use in this state of a Fictitious Business Name in violation of the rights of another under Federal, State, or common law. [452,92,662,149]
column-1 [6,92,221,2477]
notice-title: FICTITIOUS BUSINESS NAME STATEMENT FILE NO. 2014-293706 [229,673,439,692]
notice-body: The following person(s) is (are) doing business as: ELITE ELECTRICAL SUPPLY, 41491 NORMAL AVE. #A, L.A., CA 90029. This Business is conducted by: AN INDIVIDUAL. Signed: LUIS ARTURO RABINES. This statement was filed with the County Clerk of Los Angeles County on 10/08/2014. [1121,704,1332,751]
notice-publication-dates: Dates Pub: Oct. 11, 18, 25, Nov. 01, 2014 [675,1030,812,1040]
notice-title: FICTITIOUS BUSINESS NAME STATEMENT FILE NO. 2014-295465 [452,498,662,517]
notice-body: The following person(s) is (are) doing business as: BRADSTRON & TSO MANAGEMENT AND RENTALS, 1521 W. BLOOMINGTON AVE., TORRANCE, CA 90502. This Business is conducted by: A GENERAL PARTNERSHIP. Signed: CHANDLER TSO. This statement was filed with the County Clerk of Los Angeles County on 09/24/2014. [898,392,1108,449]
notice-title: FICTITIOUS BUSINESS NAME STATEMENT FILE NO. 2014-281708 [675,857,885,876]
notice-body: The following person(s) is (are) doing business as: THE ROYAL SPOIL ACADEMY OF BEAUTY AND WELLNESS, 1627 E. 87th ST. #4, L.A., CA 90001. Full name of registrant(s) is (are) HOLLAND M. DURHAM. This Business is conducted by: AN INDIVIDUAL. Signed: HOLLAND M. DURHAM. This statement was filed with the County Clerk of Los Angeles County on 10/16/2014. [452,517,662,584]
column-2 [229,92,444,2477]
notice-publication-dates: Dates Pub: Oct. 18, 25, Nov. 01, 08, 2014 [6,641,142,650]
notice-publication-dates: Dates Pub: Oct. 18, 25, Nov. 01, 08, 2014 [229,1146,366,1156]
legal-notice [676,857,885,933]
notice-publication-dates: Dates Pub: Oct. 25, Nov. 01, 08, 15, 2014 [675,546,813,555]
notice-publication-dates: Dates Pub: Oct. 11, 18, 25, Nov. 01, 2014 [675,740,812,749]
notice-body: rights of another under Federal, State, or common law (See section 14411 et seq., Business and Professions Code)Publish: Mountain Views-News [229,92,439,121]
notice-body: The following person(s) is (are) doing business as: JARAH CONSTRUCTION, 8525 W. 62nd ST., L.A., CA 90043. Full name of registrant(s) is (are) ROBERT FINNEY, 8525 W. 62nd ST., L.A., CA 90043. This Business is conducted by: AN INDIVIDUAL. Signed: ROBERT FINNEY. This statement was filed with the County Clerk of Los Angeles County on 10/09/2014. [229,267,439,333]
legal-notice [899,179,1108,274]
legal-notice [6,1203,215,1298]
notice-title: FILE NO. 2014-268186 STATEMENT OF ABANDONMENT OF USE OF FICTITIOUS BUSINESS NAME [675,373,885,402]
notice-publication-dates: Dates Pub: Oct. 11, 18, 25, Nov. 01, 2014 [898,352,1035,362]
legal-notice [452,605,661,700]
notice-title: FICTITIOUS BUSINESS NAME STATEMENT FILE NO. 2014-284553 [898,916,1108,935]
notice-publication-dates: Dates Pub: Oct. 25, Nov. 01, 08, 2014 [675,149,801,159]
notice-body: The following person(s) is (are) doing business as: ENVY OUTLET, 4111 S. CENTRAL AVE. #1, L.A., CA 90011. This Business is conducted by: AN INDIVIDUAL. Signed: ELVIRA LICEA BRACAMONTES. This statement was filed with the County Clerk of Los Angeles County on 09/29/2014. [1121,791,1332,838]
notice-title: FICTITIOUS BUSINESS NAME STATEMENT FILE NO. 2014-296211 [6,768,216,787]
footer-fax: Fax: 626.609.3285 [778,2494,913,2512]
notice-body: The following person(s) FREDDY BLANDON MONTENEGRO, 3238 W. 21st ST., CARSON, CA 90745, has (have) abandoned the use of the fictitious business name: BLANDON MONTENEGRO/PARTNER. Signed: FREDDY BLANDON MONTENEGRO. [675,305,885,352]
legal-notice [452,1002,661,1078]
legal-notice [676,170,885,265]
notice-publication-dates: Dates Pub: Oct. 11, 18, 25, Nov. 01, 2014 [898,624,1035,633]
notice-publication-dates: Dates Pub: Oct. 11, 18, 25, Nov. 01, 2014 [898,721,1035,730]
